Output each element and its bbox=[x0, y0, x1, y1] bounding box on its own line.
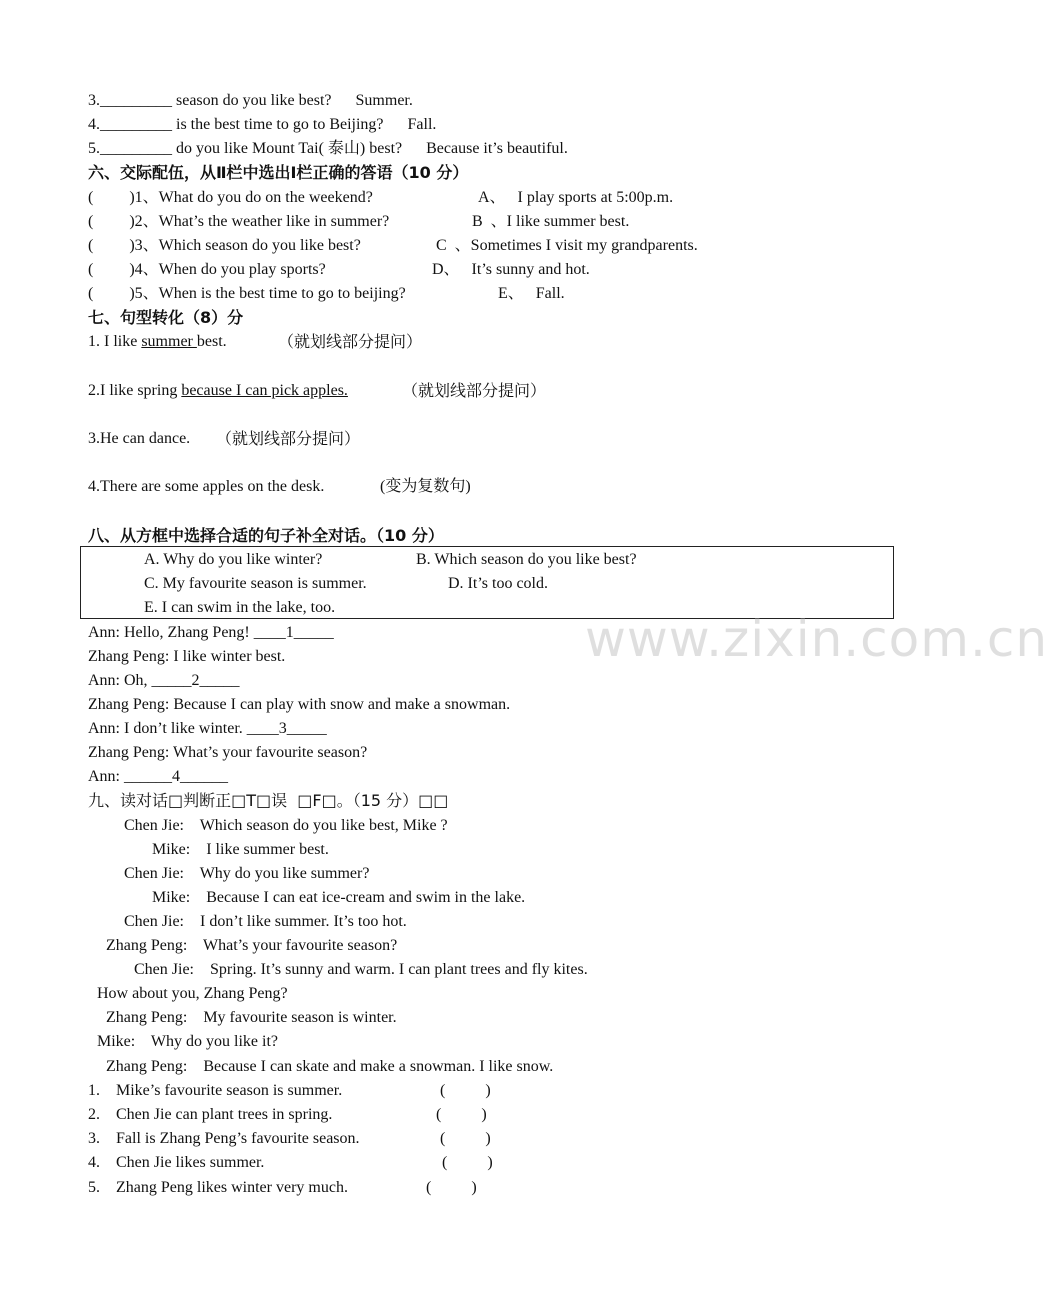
match-answer-c: C 、Sometimes I visit my grandparents. bbox=[436, 237, 698, 254]
section-8-title: 八、从方框中选择合适的句子补全对话。（10 分） bbox=[88, 526, 444, 545]
transform-question-2 bbox=[88, 381, 348, 401]
option-d: D. It’s too cold. bbox=[448, 575, 548, 592]
tf-statement-2: 2. Chen Jie can plant trees in spring. bbox=[88, 1106, 333, 1123]
dialogue-line: Ann: I don’t like winter. ____3_____ bbox=[88, 720, 327, 737]
q3-note: （就划线部分提问） bbox=[216, 429, 361, 448]
section-7-title: 七、句型转化（8）分 bbox=[88, 308, 244, 327]
reading-dialogue-line: Mike: Because I can eat ice-cream and swim in the lake. bbox=[152, 889, 526, 906]
fill-question-5: 5._________ do you like Mount Tai( 泰山) best? Because it’s beautiful. bbox=[88, 140, 568, 157]
transform-question-4: 4.There are some apples on the desk. bbox=[88, 478, 325, 495]
dialogue-line: Ann: Oh, _____2_____ bbox=[88, 672, 240, 689]
option-b: B. Which season do you like best? bbox=[416, 551, 637, 568]
tf-statement-1: 1. Mike’s favourite season is summer. bbox=[88, 1082, 343, 1099]
reading-dialogue-line: Mike: I like summer best. bbox=[152, 841, 329, 858]
q1-note: （就划线部分提问） bbox=[278, 332, 423, 351]
reading-dialogue-line: Chen Jie: I don’t like summer. It’s too hot. bbox=[124, 913, 407, 930]
dialogue-line: Ann: Hello, Zhang Peng! ____1_____ bbox=[88, 624, 334, 641]
match-answer-a: A、 I play sports at 5:00p.m. bbox=[478, 189, 674, 206]
reading-dialogue-line: Zhang Peng: What’s your favourite season? bbox=[106, 937, 398, 954]
tf-answer-slot-1: ( ) bbox=[440, 1082, 491, 1099]
q2-note: （就划线部分提问） bbox=[402, 381, 547, 400]
match-question-4: ( )4、When do you play sports? bbox=[88, 261, 326, 278]
fill-question-4: 4._________ is the best time to go to Beijing? Fall. bbox=[88, 116, 437, 133]
match-question-5: ( )5、When is the best time to go to beijing? bbox=[88, 285, 406, 302]
reading-dialogue-line: Chen Jie: Spring. It’s sunny and warm. I can plant trees and fly kites. bbox=[134, 961, 588, 978]
match-question-3: ( )3、Which season do you like best? bbox=[88, 237, 361, 254]
match-answer-b: B 、I like summer best. bbox=[472, 213, 630, 230]
tf-answer-slot-3: ( ) bbox=[440, 1130, 491, 1147]
dialogue-line: Ann: ______4______ bbox=[88, 768, 228, 785]
q1-text-pre: 1. I like bbox=[88, 333, 142, 350]
option-a: A. Why do you like winter? bbox=[144, 551, 323, 568]
q4-note: (变为复数句) bbox=[380, 478, 471, 495]
tf-statement-3: 3. Fall is Zhang Peng’s favourite season. bbox=[88, 1130, 360, 1147]
tf-answer-slot-5: ( ) bbox=[426, 1179, 477, 1196]
transform-question-3: 3.He can dance. bbox=[88, 430, 191, 447]
reading-dialogue-line: Chen Jie: Which season do you like best, Mike ? bbox=[124, 817, 448, 834]
match-answer-e: E、 Fall. bbox=[498, 285, 565, 302]
reading-dialogue-line: Zhang Peng: Because I can skate and make a snowman. I like snow. bbox=[106, 1058, 554, 1075]
option-c: C. My favourite season is summer. bbox=[144, 575, 367, 592]
fill-question-3: 3._________ season do you like best? Summer. bbox=[88, 92, 413, 109]
option-e: E. I can swim in the lake, too. bbox=[144, 599, 336, 616]
tf-statement-5: 5. Zhang Peng likes winter very much. bbox=[88, 1179, 348, 1196]
section-6-title: 六、交际配伍，从Ⅱ栏中选出Ⅰ栏正确的答语（10 分） bbox=[88, 163, 469, 182]
watermark: www.zixin.com.cn bbox=[585, 610, 1048, 668]
reading-dialogue-line: Mike: Why do you like it? bbox=[97, 1033, 279, 1050]
q1-underlined: summer bbox=[141, 333, 197, 350]
transform-question-1 bbox=[88, 332, 227, 352]
tf-answer-slot-2: ( ) bbox=[436, 1106, 487, 1123]
reading-dialogue-line: Chen Jie: Why do you like summer? bbox=[124, 865, 370, 882]
tf-answer-slot-4: ( ) bbox=[442, 1154, 493, 1171]
match-question-1: ( )1、What do you do on the weekend? bbox=[88, 189, 373, 206]
match-answer-d: D、 It’s sunny and hot. bbox=[432, 261, 590, 278]
reading-dialogue-line: How about you, Zhang Peng? bbox=[97, 985, 288, 1002]
q2-underlined: because I can pick apples. bbox=[181, 382, 348, 399]
section-9-title: 九、读对话□判断正□T□误 □F□。（15 分）□□ bbox=[88, 791, 449, 810]
dialogue-line: Zhang Peng: What’s your favourite season? bbox=[88, 744, 368, 761]
tf-statement-4: 4. Chen Jie likes summer. bbox=[88, 1154, 265, 1171]
q2-text-pre: 2.I like spring bbox=[88, 382, 182, 399]
dialogue-line: Zhang Peng: Because I can play with snow and make a snowman. bbox=[88, 696, 511, 713]
q1-text-post: best. bbox=[196, 333, 227, 350]
reading-dialogue-line: Zhang Peng: My favourite season is winter. bbox=[106, 1009, 397, 1026]
match-question-2: ( )2、What’s the weather like in summer? bbox=[88, 213, 390, 230]
dialogue-line: Zhang Peng: I like winter best. bbox=[88, 648, 286, 665]
